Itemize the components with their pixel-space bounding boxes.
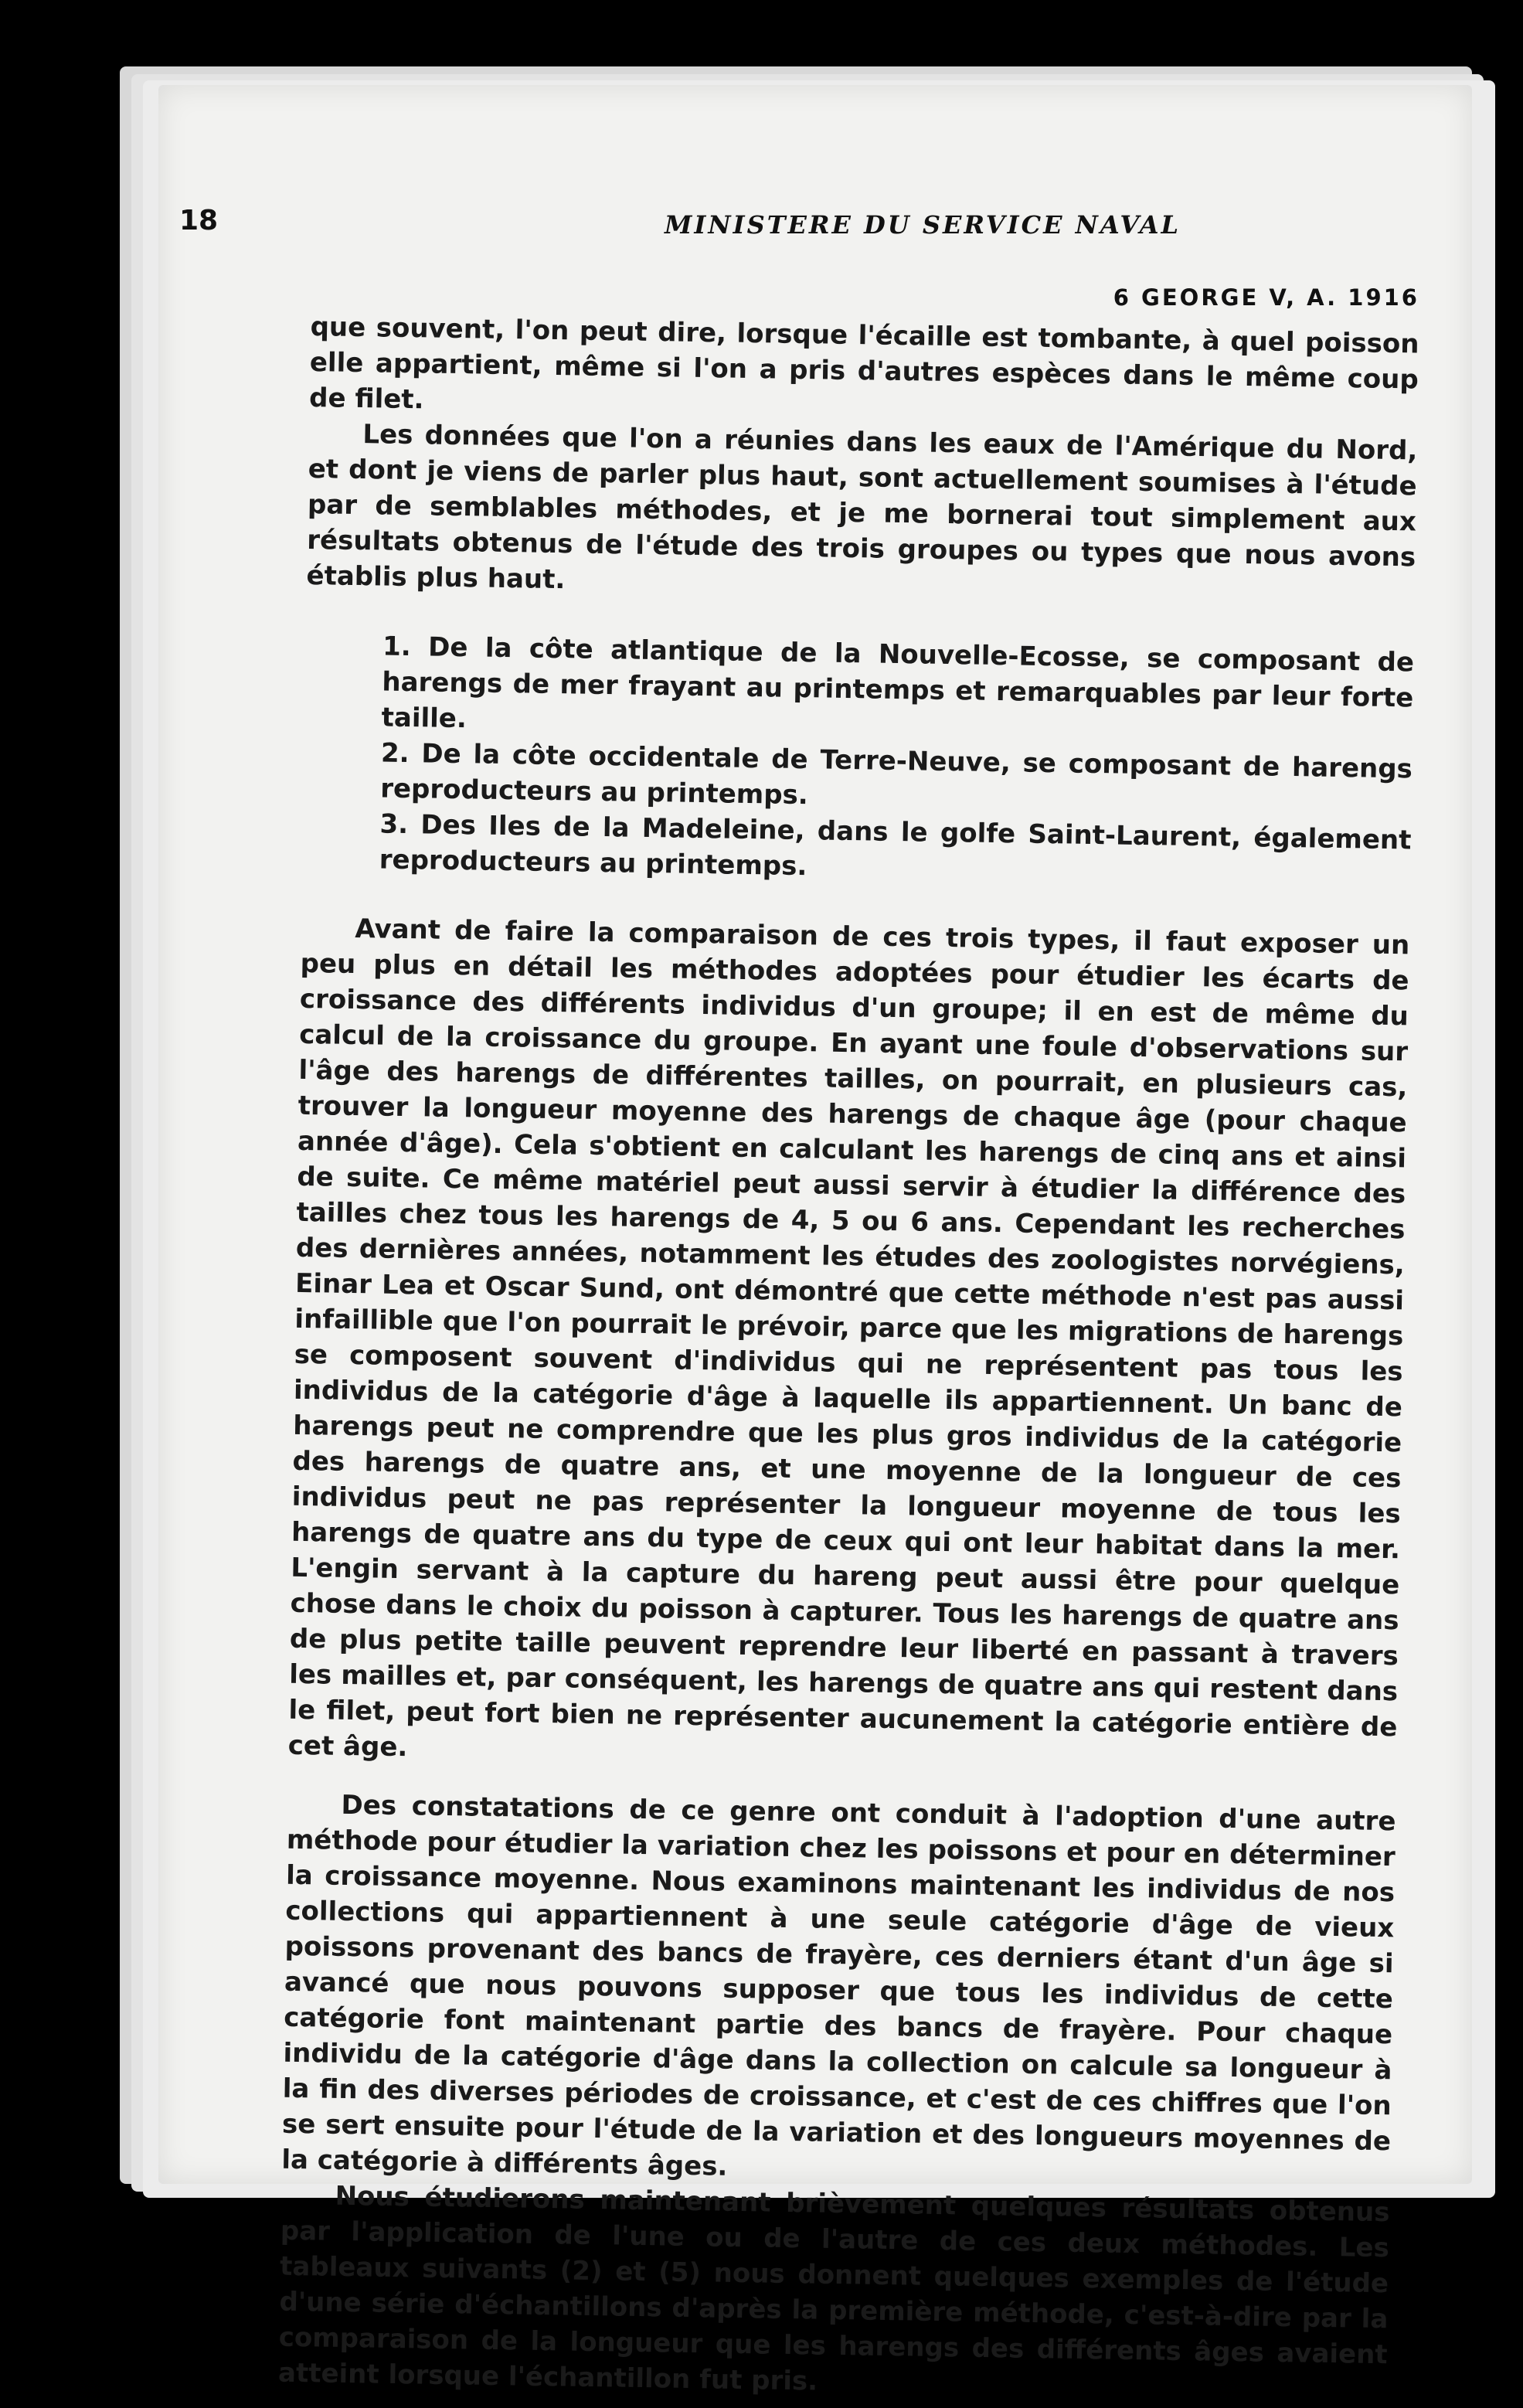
- list-item-newfoundland: 2. De la côte occidentale de Terre-Neuve, se composant de harengs reproducteurs au printemps.: [379, 737, 1413, 811]
- text-block: [278, 309, 1419, 2408]
- paragraph-data-north-america: Les données que l'on a réunies dans les eaux de l'Amérique du Nord, et dont je viens de parler plus haut, sont actuellement soumises à l'étude par de semblables méthodes, et je me bornerai tout simplement aux résultats obtenus de l'étude des trois groupes ou types que nous avons établis plus haut.: [306, 419, 1418, 596]
- paragraph-results: Nous étudierons maintenant brièvement quelques résultats obtenus par l'application de l'une ou de l'autre de ces deux méthodes. Les tableaux suivants (2) et (5) nous donnent quelques exemples de l'étude d'une série d'échantillons d'après la première méthode, c'est-à-dire par la comparaison de la longueur que les harengs des différents âges avaient atteint lorsque l'échantillon fut pris.: [277, 2180, 1390, 2397]
- paragraph-continuation: que souvent, l'on peut dire, lorsque l'écaille est tombante, à quel poisson elle appartient, même si l'on a pris d'autres espèces dans le même coup de filet.: [308, 311, 1419, 416]
- regnal-year: 6 GEORGE V, A. 1916: [1113, 284, 1419, 311]
- paragraph-second-method: Des constatations de ce genre ont conduit à l'adoption d'une autre méthode pour étudier la variation chez les poissons et pour en déterminer la croissance moyenne. Nous examinons maintenant les individus de nos collections qui appartiennent à une seule catégorie d'âge de vieux poissons provenant des bancs de frayère, ces derniers étant d'un âge si avancé que nous pouvons supposer que tous les individus de cette catégorie font maintenant partie des bancs de frayère. Pour chaque individu de la catégorie d'âge dans la collection on calcule sa longueur à la fin des diverses périodes de croissance, et c'est de ces chiffres que l'on se sert ensuite pour l'étude de la variation et des longueurs moyennes de la catégorie à différents âges.: [281, 1789, 1396, 2182]
- running-title: MINISTERE DU SERVICE NAVAL: [665, 210, 1181, 240]
- list-item-nova-scotia: 1. De la côte atlantique de la Nouvelle-Ecosse, se composant de harengs de mer frayant au printemps et remarquables par leur forte taille.: [381, 631, 1415, 735]
- page-number: 18: [179, 205, 219, 236]
- paragraph-comparison-methods: Avant de faire la comparaison de ces trois types, il faut exposer un peu plus en détail les méthodes adoptées pour étudier les écarts de croissance des différents individus d'un groupe; il en est de même du calcul de la croissance du groupe. En ayant une foule d'observations sur l'âge des harengs de différentes tailles, on pourrait, en plusieurs cas, trouver la longueur moyenne des harengs de chaque âge (pour chaque année d'âge). Cela s'obtient en calculant les harengs de cinq ans et ainsi de suite. Ce même matériel peut aussi servir à étudier la différence des tailles chez tous les harengs de 4, 5 ou 6 ans. Cependant les recherches des dernières années, notamment les études des zoologistes norvégiens, Einar Lea et Oscar Sund, ont démontré que cette méthode n'est pas aussi infaillible que l'on pourrait le prévoir, parce que les migrations de harengs se composent souvent d'individus qui ne représentent pas tous les individus de la catégorie d'âge à laquelle ils appartiennent. Un banc de harengs peut ne comprendre que les plus gros individus de la catégorie des harengs de quatre ans, et une moyenne de la longueur de ces individus peut ne pas représenter la longueur moyenne de tous les harengs de quatre ans du type de ceux qui ont leur habitat dans la mer. L'engin servant à la capture du hareng peut aussi être pour quelque chose dans le choix du poisson à capturer. Tous les harengs de quatre ans de plus petite taille peuvent reprendre leur liberté en passant à travers les mailles et, par conséquent, les harengs de quatre ans qui restent dans le filet, peut fort bien ne représenter aucunement la catégorie entière de cet âge.: [287, 913, 1410, 1763]
- list-item-madeleine: 3. Des Iles de la Madeleine, dans le golfe Saint-Laurent, également reproducteurs au printemps.: [379, 808, 1412, 883]
